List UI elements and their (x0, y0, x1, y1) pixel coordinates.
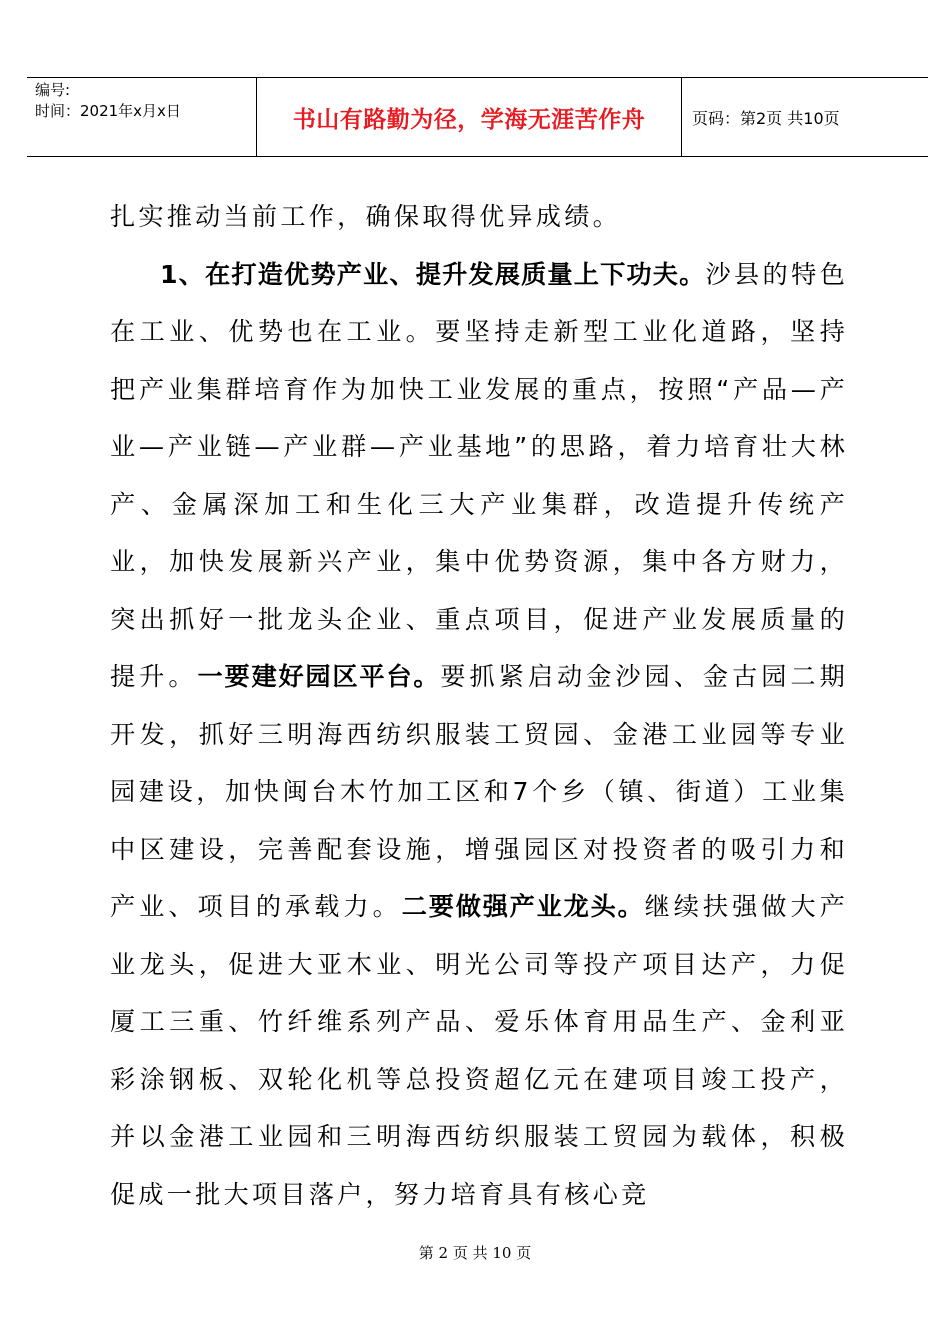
paragraph-1: 扎实推动当前工作，确保取得优异成绩。 (110, 202, 621, 231)
paragraph-2 (110, 246, 848, 1224)
subheading-2: 二要做强产业龙头。 (401, 892, 645, 921)
page-header (27, 77, 928, 157)
paragraph-2-text-c: 继续扶强做大产业龙头，促进大亚木业、明光公司等投产项目达产，力促厦工三重、竹纤维系列产品、爱乐体育用品生产、金利亚彩涂钢板、双轮化机等总投资超亿元在建项目竣工投产，并以金港工业园和三明海西纺织服装工贸园为载体，积极促成一批大项目落户，努力培育具有核心竞 (110, 892, 849, 1209)
paragraph-2-text-a: 沙县的特色在工业、优势也在工业。要坚持走新型工业化道路，坚持把产业集群培育作为加快工业发展的重点，按照“产品—产业—产业链—产业群—产业基地”的思路，着力培育壮大林产、金属深加工和生化三大产业集群，改造提升传统产业，加快发展新兴产业，集中优势资源，集中各方财力，突出抓好一批龙头企业、重点项目，促进产业发展质量的提升。 (110, 259, 848, 691)
number-label: 编号: (35, 81, 71, 99)
document-body (110, 188, 848, 1223)
header-page-label: 页码：第2页 共10页 (692, 108, 840, 128)
header-meta (27, 78, 257, 156)
subheading-1: 一要建好园区平台。 (197, 662, 441, 691)
section-heading: 1、在打造优势产业、提升发展质量上下功夫。 (160, 259, 706, 289)
paragraph-2-text-b: 要抓紧启动金沙园、金古园二期开发，抓好三明海西纺织服装工贸园、金港工业园等专业园建设，加快闽台木竹加工区和7个乡（镇、街道）工业集中区建设，完善配套设施，增强园区对投资者的吸引力和产业、项目的承载力。 (110, 662, 848, 921)
header-motto: 书山有路勤为径，学海无涯苦作舟 (257, 78, 682, 156)
time-label: 时间：2021年x月x日 (35, 102, 181, 120)
page-footer: 第 2 页 共 10 页 (418, 1244, 532, 1262)
